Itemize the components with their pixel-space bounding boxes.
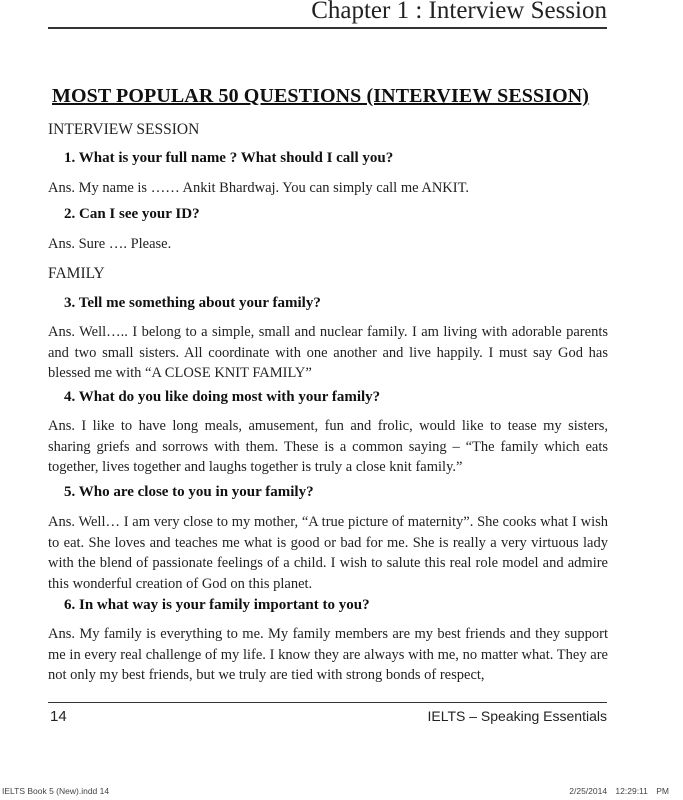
answer-1: Ans. My name is …… Ankit Bhardwaj. You can simply call me ANKIT. — [48, 180, 470, 196]
question-3: 3. Tell me something about your family? — [64, 295, 321, 311]
question-5: 5. Who are close to you in your family? — [64, 484, 314, 500]
print-slug-file: IELTS Book 5 (New).indd 14 — [2, 786, 110, 796]
section-heading-family: FAMILY — [48, 265, 105, 282]
answer-4: Ans. I like to have long meals, amusement, fun and frolic, would like to tease my sisters, sharing griefs and sorrows with them. These is a common saying – “The family which eats together, lives together and laughs together is truly a close knit family.” — [48, 418, 608, 475]
footer-rule — [48, 702, 607, 703]
question-4: 4. What do you like doing most with your family? — [64, 389, 381, 405]
answer-5: Ans. Well… I am very close to my mother, “A true picture of maternity”. She cooks what I wish to eat. She loves and teaches me what is good or bad for me. She is really a very virtuous lady with the blend of passionate feelings of a child. I wish to salute this real role model and admire this wonderful creation of God on this planet. — [48, 514, 608, 592]
answer-2: Ans. Sure …. Please. — [48, 236, 172, 252]
answer-6: Ans. My family is everything to me. My family members are my best friends and they support me in every real challenge of my life. I know they are always with me, no matter what. They are not only my best friends, but we truly are tied with strong bonds of respect, — [48, 626, 608, 683]
section-heading-interview: INTERVIEW SESSION — [48, 121, 200, 138]
page-number: 14 — [50, 708, 67, 725]
question-1: 1. What is your full name ? What should I call you? — [64, 150, 394, 166]
print-slug-datetime: 2/25/2014 12:29:11 PM — [569, 786, 669, 796]
chapter-header — [0, 0, 683, 28]
book-title: IELTS – Speaking Essentials — [427, 708, 607, 724]
header-rule — [48, 27, 607, 29]
question-6: 6. In what way is your family important to you? — [64, 597, 370, 613]
question-2: 2. Can I see your ID? — [64, 206, 200, 222]
page-title: MOST POPULAR 50 QUESTIONS (INTERVIEW SESSION) — [52, 85, 590, 107]
answer-3: Ans. Well….. I belong to a simple, small and nuclear family. I am living with adorable parents and two small sisters. All coordinate with one another and live happily. I must say God has blessed me with “A CLOSE KNIT FAMILY” — [48, 324, 608, 381]
chapter-title: Chapter 1 : Interview Session — [311, 0, 607, 24]
